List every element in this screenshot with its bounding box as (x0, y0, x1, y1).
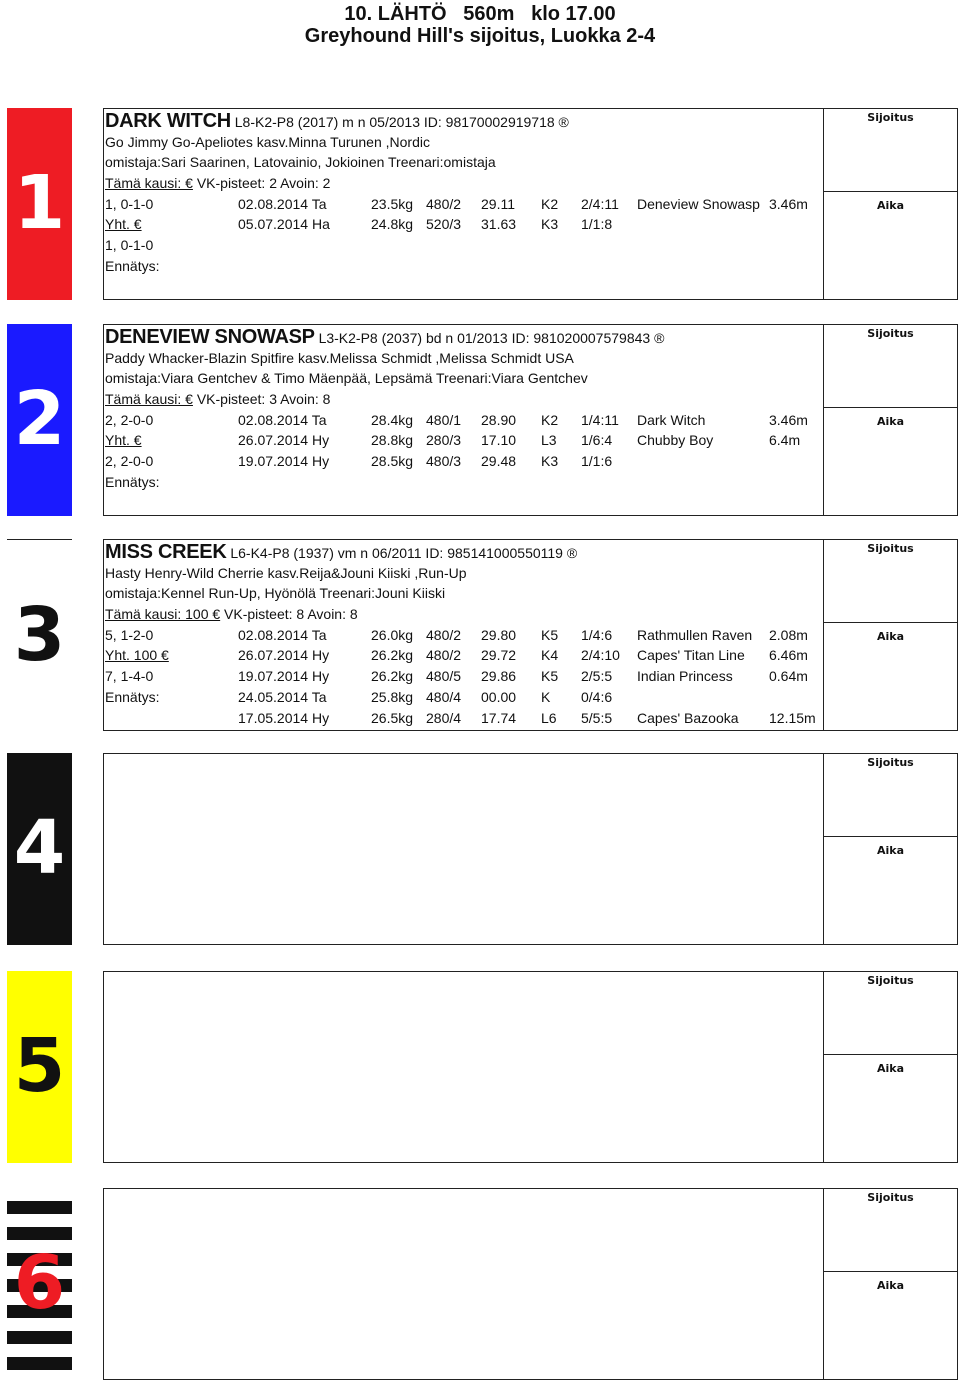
result-row: 2, 2-0-0 19.07.2014 Hy 28.5kg 480/3 29.48 K3 1/1:6 (105, 453, 613, 470)
result-row: 7, 1-4-0 19.07.2014 Hy 26.2kg 480/5 29.86 K5 2/5:5 Indian Princess 0.64m (105, 668, 808, 685)
aika-label: Aika (876, 844, 905, 857)
entry-details (103, 108, 824, 300)
entry-4 (0, 753, 960, 947)
blanket-2 (7, 324, 72, 516)
result-row: Yht. 100 € 26.07.2014 Hy 26.2kg 480/2 29.72 K4 2/4:10 Capes' Titan Line 6.46m (105, 647, 808, 664)
sijoitus-label: Sijoitus (867, 327, 914, 340)
result-box (824, 1188, 958, 1380)
result-row: Yht. € 26.07.2014 Hy 28.8kg 280/3 17.10 L3 1/6:4 Chubby Boy 6.4m (105, 432, 801, 449)
blanket-number: 5 (13, 1023, 66, 1109)
season-points: VK-pisteet: 2 Avoin: 2 (192, 175, 331, 192)
result-row: 1, 0-1-0 02.08.2014 Ta 23.5kg 480/2 29.11 K2 2/4:11 Deneview Snowasp 3.46m (105, 195, 808, 212)
result-row: 17.05.2014 Hy 26.5kg 280/4 17.74 L6 5/5:5 Capes' Bazooka 12.15m (238, 709, 816, 726)
sijoitus-label: Sijoitus (867, 974, 914, 987)
blanket-5 (7, 971, 72, 1163)
pedigree: Paddy Whacker-Blazin Spitfire kasv.Melissa Schmidt ,Melissa Schmidt USA (105, 349, 574, 366)
aika-label: Aika (876, 1279, 905, 1292)
blanket-number: 3 (13, 592, 66, 678)
entry-6 (0, 1188, 960, 1382)
sijoitus-label: Sijoitus (867, 111, 914, 124)
aika-label: Aika (876, 199, 905, 212)
entry-5 (0, 971, 960, 1165)
entry-details (103, 753, 824, 945)
aika-label: Aika (876, 1062, 905, 1075)
entry-details (103, 1188, 824, 1380)
entry-3 (0, 539, 960, 733)
owner: omistaja:Viara Gentchev & Timo Mäenpää, Lepsämä Treenari:Viara Gentchev (105, 370, 588, 387)
dog-name: DENEVIEW SNOWASP (105, 326, 315, 348)
blanket-number: 2 (13, 376, 66, 462)
sijoitus-label: Sijoitus (867, 756, 914, 769)
season-points: VK-pisteet: 3 Avoin: 8 (192, 391, 331, 408)
result-box (824, 753, 958, 945)
dog-name: DARK WITCH (105, 110, 231, 132)
result-row: Ennätys: (105, 257, 160, 274)
dog-info: L3-K2-P8 (2037) bd n 01/2013 ID: 981020007579843 ® (314, 330, 665, 346)
result-row: Ennätys: (105, 473, 160, 490)
race-title: Greyhound Hill's sijoitus, Luokka 2-4 (304, 25, 656, 47)
blanket-6 (7, 1188, 72, 1380)
result-box (824, 539, 958, 731)
season-points: VK-pisteet: 8 Avoin: 8 (220, 606, 358, 623)
entry-details (103, 324, 824, 516)
result-row: 5, 1-2-0 02.08.2014 Ta 26.0kg 480/2 29.80 K5 1/4:6 Rathmullen Raven 2.08m (105, 626, 808, 643)
sijoitus-label: Sijoitus (867, 542, 914, 555)
season-label: Tämä kausi: 100 € (105, 606, 221, 623)
season-label: Tämä kausi: € (105, 175, 193, 192)
aika-label: Aika (876, 630, 905, 643)
owner: omistaja:Kennel Run-Up, Hyönölä Treenari:Jouni Kiiski (105, 585, 446, 602)
race-header: 10. LÄHTÖ 560m klo 17.00 (344, 3, 616, 25)
dog-info: L6-K4-P8 (1937) vm n 06/2011 ID: 985141000550119 ® (226, 545, 578, 561)
result-box (824, 324, 958, 516)
owner: omistaja:Sari Saarinen, Latovainio, Jokioinen Treenari:omistaja (105, 154, 496, 171)
entry-2 (0, 324, 960, 518)
blanket-1 (7, 108, 72, 300)
blanket-number: 4 (13, 805, 66, 891)
entry-1 (0, 108, 960, 302)
blanket-number: 6 (13, 1240, 66, 1326)
result-row: Ennätys: 24.05.2014 Ta 25.8kg 480/4 00.00 K 0/4:6 (105, 688, 613, 705)
pedigree: Go Jimmy Go-Apeliotes kasv.Minna Turunen ,Nordic (105, 133, 430, 150)
pedigree: Hasty Henry-Wild Cherrie kasv.Reija&Jouni Kiiski ,Run-Up (105, 564, 467, 581)
season-label: Tämä kausi: € (105, 391, 193, 408)
result-row: 2, 2-0-0 02.08.2014 Ta 28.4kg 480/1 28.90 K2 1/4:11 Dark Witch 3.46m (105, 411, 808, 428)
aika-label: Aika (876, 415, 905, 428)
dog-name: MISS CREEK (105, 541, 227, 563)
result-row: 1, 0-1-0 (105, 237, 154, 254)
sijoitus-label: Sijoitus (867, 1191, 914, 1204)
result-box (824, 971, 958, 1163)
result-row: Yht. € 05.07.2014 Ha 24.8kg 520/3 31.63 K3 1/1:8 (105, 216, 613, 233)
result-box (824, 108, 958, 300)
blanket-number: 1 (13, 160, 66, 246)
entry-details (103, 971, 824, 1163)
blanket-4 (7, 753, 72, 945)
dog-info: L8-K2-P8 (2017) m n 05/2013 ID: 98170002919718 ® (230, 114, 569, 130)
blanket-3 (7, 539, 72, 732)
entry-details (103, 539, 824, 731)
